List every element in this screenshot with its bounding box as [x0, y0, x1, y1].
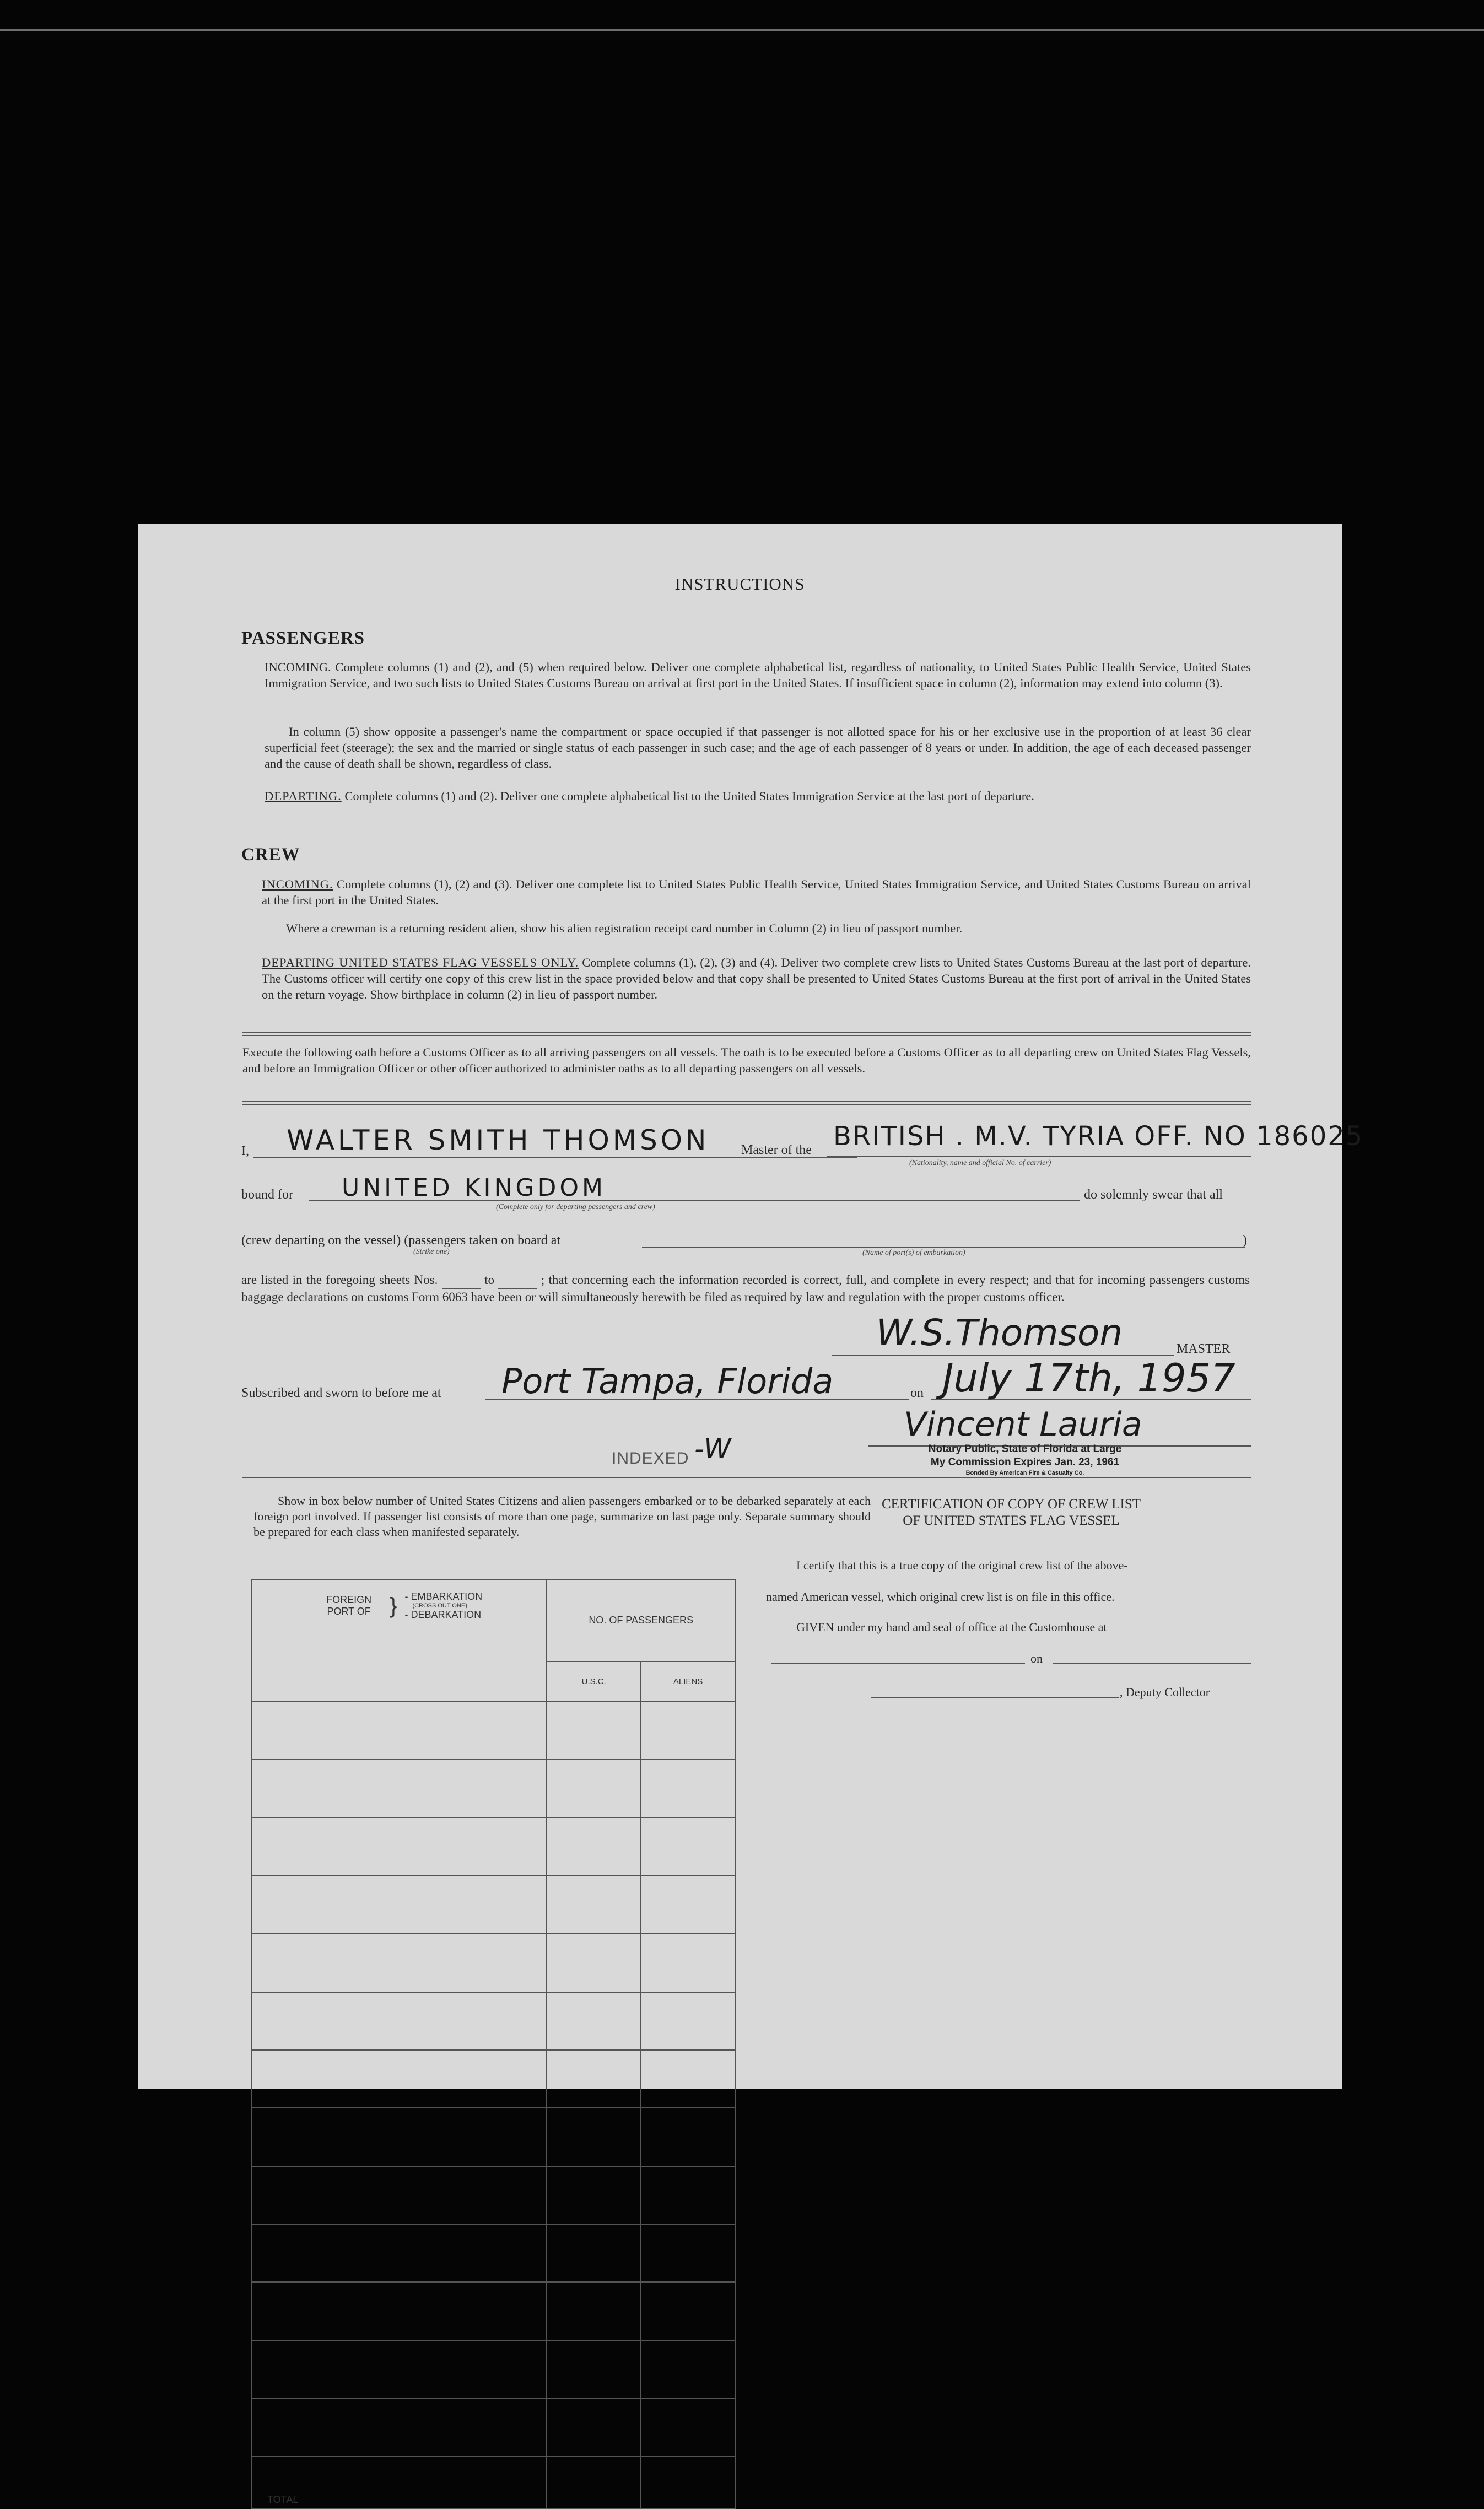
- aliens-cell[interactable]: [641, 1934, 735, 1992]
- indexed-stamp: INDEXED: [612, 1449, 689, 1467]
- place-value: Port Tampa, Florida: [501, 1361, 834, 1401]
- master-name: WALTER SMITH THOMSON: [287, 1124, 710, 1156]
- port-cell[interactable]: [251, 1702, 547, 1760]
- passenger-summary-table: [251, 1579, 736, 2509]
- port-cell[interactable]: [251, 2050, 547, 2108]
- usc-cell[interactable]: [547, 2282, 641, 2340]
- port-cell[interactable]: [251, 1992, 547, 2050]
- sheet-from-blank: [442, 1272, 481, 1289]
- usc-cell[interactable]: [547, 2050, 641, 2108]
- certification-line-1: I certify that this is a true copy of the original crew list of the above-: [796, 1558, 1128, 1572]
- foreign-port-header: [251, 1579, 547, 1702]
- foreign-port-label: FOREIGN PORT OF: [326, 1594, 372, 1617]
- master-label: MASTER: [1177, 1342, 1231, 1356]
- customhouse-line: [771, 1663, 1025, 1664]
- ports-line: [642, 1247, 1245, 1248]
- summary-instructions: Show in box below number of United States Citizens and alien passengers embarked or to be debarked separately at each foreign port involved. If passenger list consists of more than one page, summarize on last page only. Separate summary should be prepared for each class when manifested separately.: [253, 1494, 871, 1539]
- certification-date-line: [1053, 1663, 1251, 1664]
- instructions-title: INSTRUCTIONS: [674, 574, 805, 593]
- master-of-label: Master of the: [741, 1143, 812, 1157]
- sheets-text-2: ; that concerning each the information recorded is correct, full, and complete in every respect; and that for incoming passengers customs baggage declarations on customs Form 6063 have been or will simultaneously herewith be filed as required by law and regulation with the proper customs officer.: [241, 1273, 1250, 1304]
- aliens-cell[interactable]: [641, 2108, 735, 2166]
- usc-cell[interactable]: [547, 2108, 641, 2166]
- oath-instructions: Execute the following oath before a Customs Officer as to all arriving passengers on all vessels. The oath is to be executed before a Customs Officer as to all departing crew on United States Flag Vessels, and before an Immigration Officer or other officer authorized to administer oaths as to all departing passengers on all vessels.: [242, 1045, 1251, 1075]
- date-on-label: on: [910, 1386, 924, 1400]
- usc-cell[interactable]: [547, 1992, 641, 2050]
- bound-for-value: UNITED KINGDOM: [342, 1174, 606, 1202]
- vessel-caption: (Nationality, name and official No. of carrier): [909, 1159, 1051, 1167]
- vessel-name: BRITISH . M.V. TYRIA OFF. NO 186025: [833, 1121, 1364, 1152]
- aliens-header: ALIENS: [641, 1661, 735, 1702]
- oath-i-label: I,: [241, 1144, 249, 1158]
- ports-caption: (Name of port(s) of embarkation): [862, 1249, 965, 1257]
- aliens-cell[interactable]: [641, 2224, 735, 2282]
- crew-departing-label: DEPARTING UNITED STATES FLAG VESSELS ONLY.: [262, 956, 579, 969]
- passengers-incoming-label: INCOMING.: [265, 660, 331, 674]
- crew-heading: CREW: [241, 845, 300, 865]
- subscribed-label: Subscribed and sworn to before me at: [241, 1386, 441, 1400]
- passengers-column5-paragraph: In column (5) show opposite a passenger's name the compartment or space occupied if that passenger is not allotted space for his or her exclusive use in the proportion of at least 36 clear superficial feet (steerage); the sex and the married or single status of each passenger in such case; and the age of each passenger of 8 years or under. In addition, the age of each deceased passenger and the cause of death shall be shown, regardless of class.: [265, 725, 1251, 770]
- aliens-cell[interactable]: [641, 1876, 735, 1934]
- usc-cell[interactable]: [547, 2166, 641, 2224]
- total-label: TOTAL: [251, 2457, 547, 2508]
- indexed-mark: -W: [694, 1433, 731, 1465]
- usc-cell[interactable]: [547, 2340, 641, 2398]
- crew-departing-paragraph: [262, 954, 1251, 1002]
- passengers-incoming-paragraph: [265, 659, 1251, 691]
- notary-stamp-line-2: My Commission Expires Jan. 23, 1961: [930, 1456, 1120, 1468]
- cross-out-note: (CROSS OUT ONE): [412, 1602, 467, 1609]
- usc-cell[interactable]: [547, 1817, 641, 1875]
- port-cell[interactable]: [251, 2340, 547, 2398]
- swear-text: do solemnly swear that all: [1084, 1188, 1223, 1202]
- aliens-total-cell[interactable]: [641, 2457, 735, 2508]
- sheet-to-blank: [498, 1272, 537, 1289]
- bound-for-caption: (Complete only for departing passengers and crew): [496, 1203, 655, 1211]
- usc-cell[interactable]: [547, 1760, 641, 1817]
- aliens-cell[interactable]: [641, 2398, 735, 2456]
- passengers-departing-paragraph: [265, 788, 1251, 804]
- date-value: July 17th, 1957: [942, 1356, 1235, 1401]
- port-cell[interactable]: [251, 2398, 547, 2456]
- notary-stamp: [923, 1443, 1127, 1477]
- crew-departing-text: Complete columns (1), (2), (3) and (4). Deliver two complete crew lists to United States Customs Bureau at the last port of departure. The Customs officer will certify one copy of this crew list in the space provided below and that copy shall be presented to United States Customs Bureau at the first port of arrival in the United States on the return voyage. Show birthplace in column (2) in lieu of passport number.: [262, 956, 1251, 1001]
- aliens-cell[interactable]: [641, 2050, 735, 2108]
- crew-incoming-label: INCOMING.: [262, 877, 333, 891]
- usc-cell[interactable]: [547, 2398, 641, 2456]
- aliens-cell[interactable]: [641, 2166, 735, 2224]
- port-cell[interactable]: [251, 1760, 547, 1817]
- film-edge-line: [0, 29, 1484, 31]
- certification-title: [771, 1496, 1251, 1529]
- passengers-incoming-text: Complete columns (1) and (2), and (5) when required below. Deliver one complete alphabetical list, regardless of nationality, to United States Public Health Service, United States Immigration Service, and two such lists to United States Customs Bureau on arrival at first port in the United States. If insufficient space in column (2), information may extend into column (3).: [265, 660, 1251, 690]
- crew-resident-paragraph: Where a crewman is a returning resident alien, show his alien registration receipt card number in Column (2) in lieu of passport number.: [286, 921, 963, 935]
- certification-title-line-1: CERTIFICATION OF COPY OF CREW LIST: [881, 1497, 1141, 1512]
- port-cell[interactable]: [251, 2108, 547, 2166]
- crew-line-text: (crew departing on the vessel) (passengers taken on board at: [241, 1233, 561, 1248]
- port-cell[interactable]: [251, 1876, 547, 1934]
- embarkation-label: - EMBARKATION: [404, 1591, 483, 1602]
- brace-glyph: }: [390, 1594, 397, 1618]
- usc-header: U.S.C.: [547, 1661, 641, 1702]
- crew-list-form-page: [138, 524, 1364, 2505]
- usc-cell[interactable]: [547, 2224, 641, 2282]
- usc-cell[interactable]: [547, 1934, 641, 1992]
- deputy-collector-label: , Deputy Collector: [1120, 1685, 1210, 1699]
- sheets-text-1: are listed in the foregoing sheets Nos.: [241, 1273, 438, 1287]
- crew-incoming-text: Complete columns (1), (2) and (3). Deliver one complete list to United States Public Health Service, United States Immigration Service, and United States Customs Bureau on arrival at the first port in the United States.: [262, 877, 1251, 907]
- close-paren: ): [1243, 1233, 1247, 1248]
- usc-total-cell[interactable]: [547, 2457, 641, 2508]
- bound-for-label: bound for: [241, 1188, 293, 1202]
- certification-title-line-2: OF UNITED STATES FLAG VESSEL: [903, 1513, 1120, 1528]
- aliens-cell[interactable]: [641, 1992, 735, 2050]
- passengers-heading: PASSENGERS: [241, 628, 365, 648]
- sheets-paragraph: [241, 1272, 1250, 1305]
- section-divider: [242, 1477, 1251, 1478]
- certification-on-label: on: [1030, 1652, 1043, 1665]
- passengers-departing-text: Complete columns (1) and (2). Deliver one complete alphabetical list to the United States Immigration Service at the last port of departure.: [344, 789, 1034, 803]
- port-cell[interactable]: [251, 2166, 547, 2224]
- passengers-count-header: NO. OF PASSENGERS: [547, 1579, 735, 1661]
- passengers-departing-label: DEPARTING.: [265, 789, 342, 803]
- aliens-cell[interactable]: [641, 1702, 735, 1760]
- usc-cell[interactable]: [547, 1876, 641, 1934]
- sheets-to: to: [484, 1273, 495, 1287]
- certification-line-3: GIVEN under my hand and seal of office at the Customhouse at: [796, 1620, 1107, 1634]
- aliens-cell[interactable]: [641, 2340, 735, 2398]
- section-divider: [242, 1032, 1251, 1036]
- notary-stamp-line-1: Notary Public, State of Florida at Large: [928, 1443, 1122, 1455]
- deputy-signature-line: [871, 1697, 1119, 1698]
- port-cell[interactable]: [251, 2282, 547, 2340]
- aliens-cell[interactable]: [641, 1760, 735, 1817]
- aliens-cell[interactable]: [641, 2282, 735, 2340]
- master-signature: W.S.Thomson: [876, 1312, 1123, 1354]
- strike-caption: (Strike one): [413, 1248, 450, 1256]
- port-cell[interactable]: [251, 1817, 547, 1875]
- section-divider: [242, 1101, 1251, 1105]
- port-cell[interactable]: [251, 2224, 547, 2282]
- debarkation-label: - DEBARKATION: [404, 1609, 482, 1620]
- certification-line-2: named American vessel, which original crew list is on file in this office.: [766, 1590, 1115, 1604]
- aliens-cell[interactable]: [641, 1817, 735, 1875]
- usc-cell[interactable]: [547, 1702, 641, 1760]
- notary-signature: Vincent Lauria: [904, 1405, 1142, 1444]
- vessel-line: [827, 1156, 1251, 1157]
- notary-stamp-line-3: Bonded By American Fire & Casualty Co.: [965, 1470, 1084, 1476]
- crew-incoming-paragraph: [262, 876, 1251, 908]
- port-cell[interactable]: [251, 1934, 547, 1992]
